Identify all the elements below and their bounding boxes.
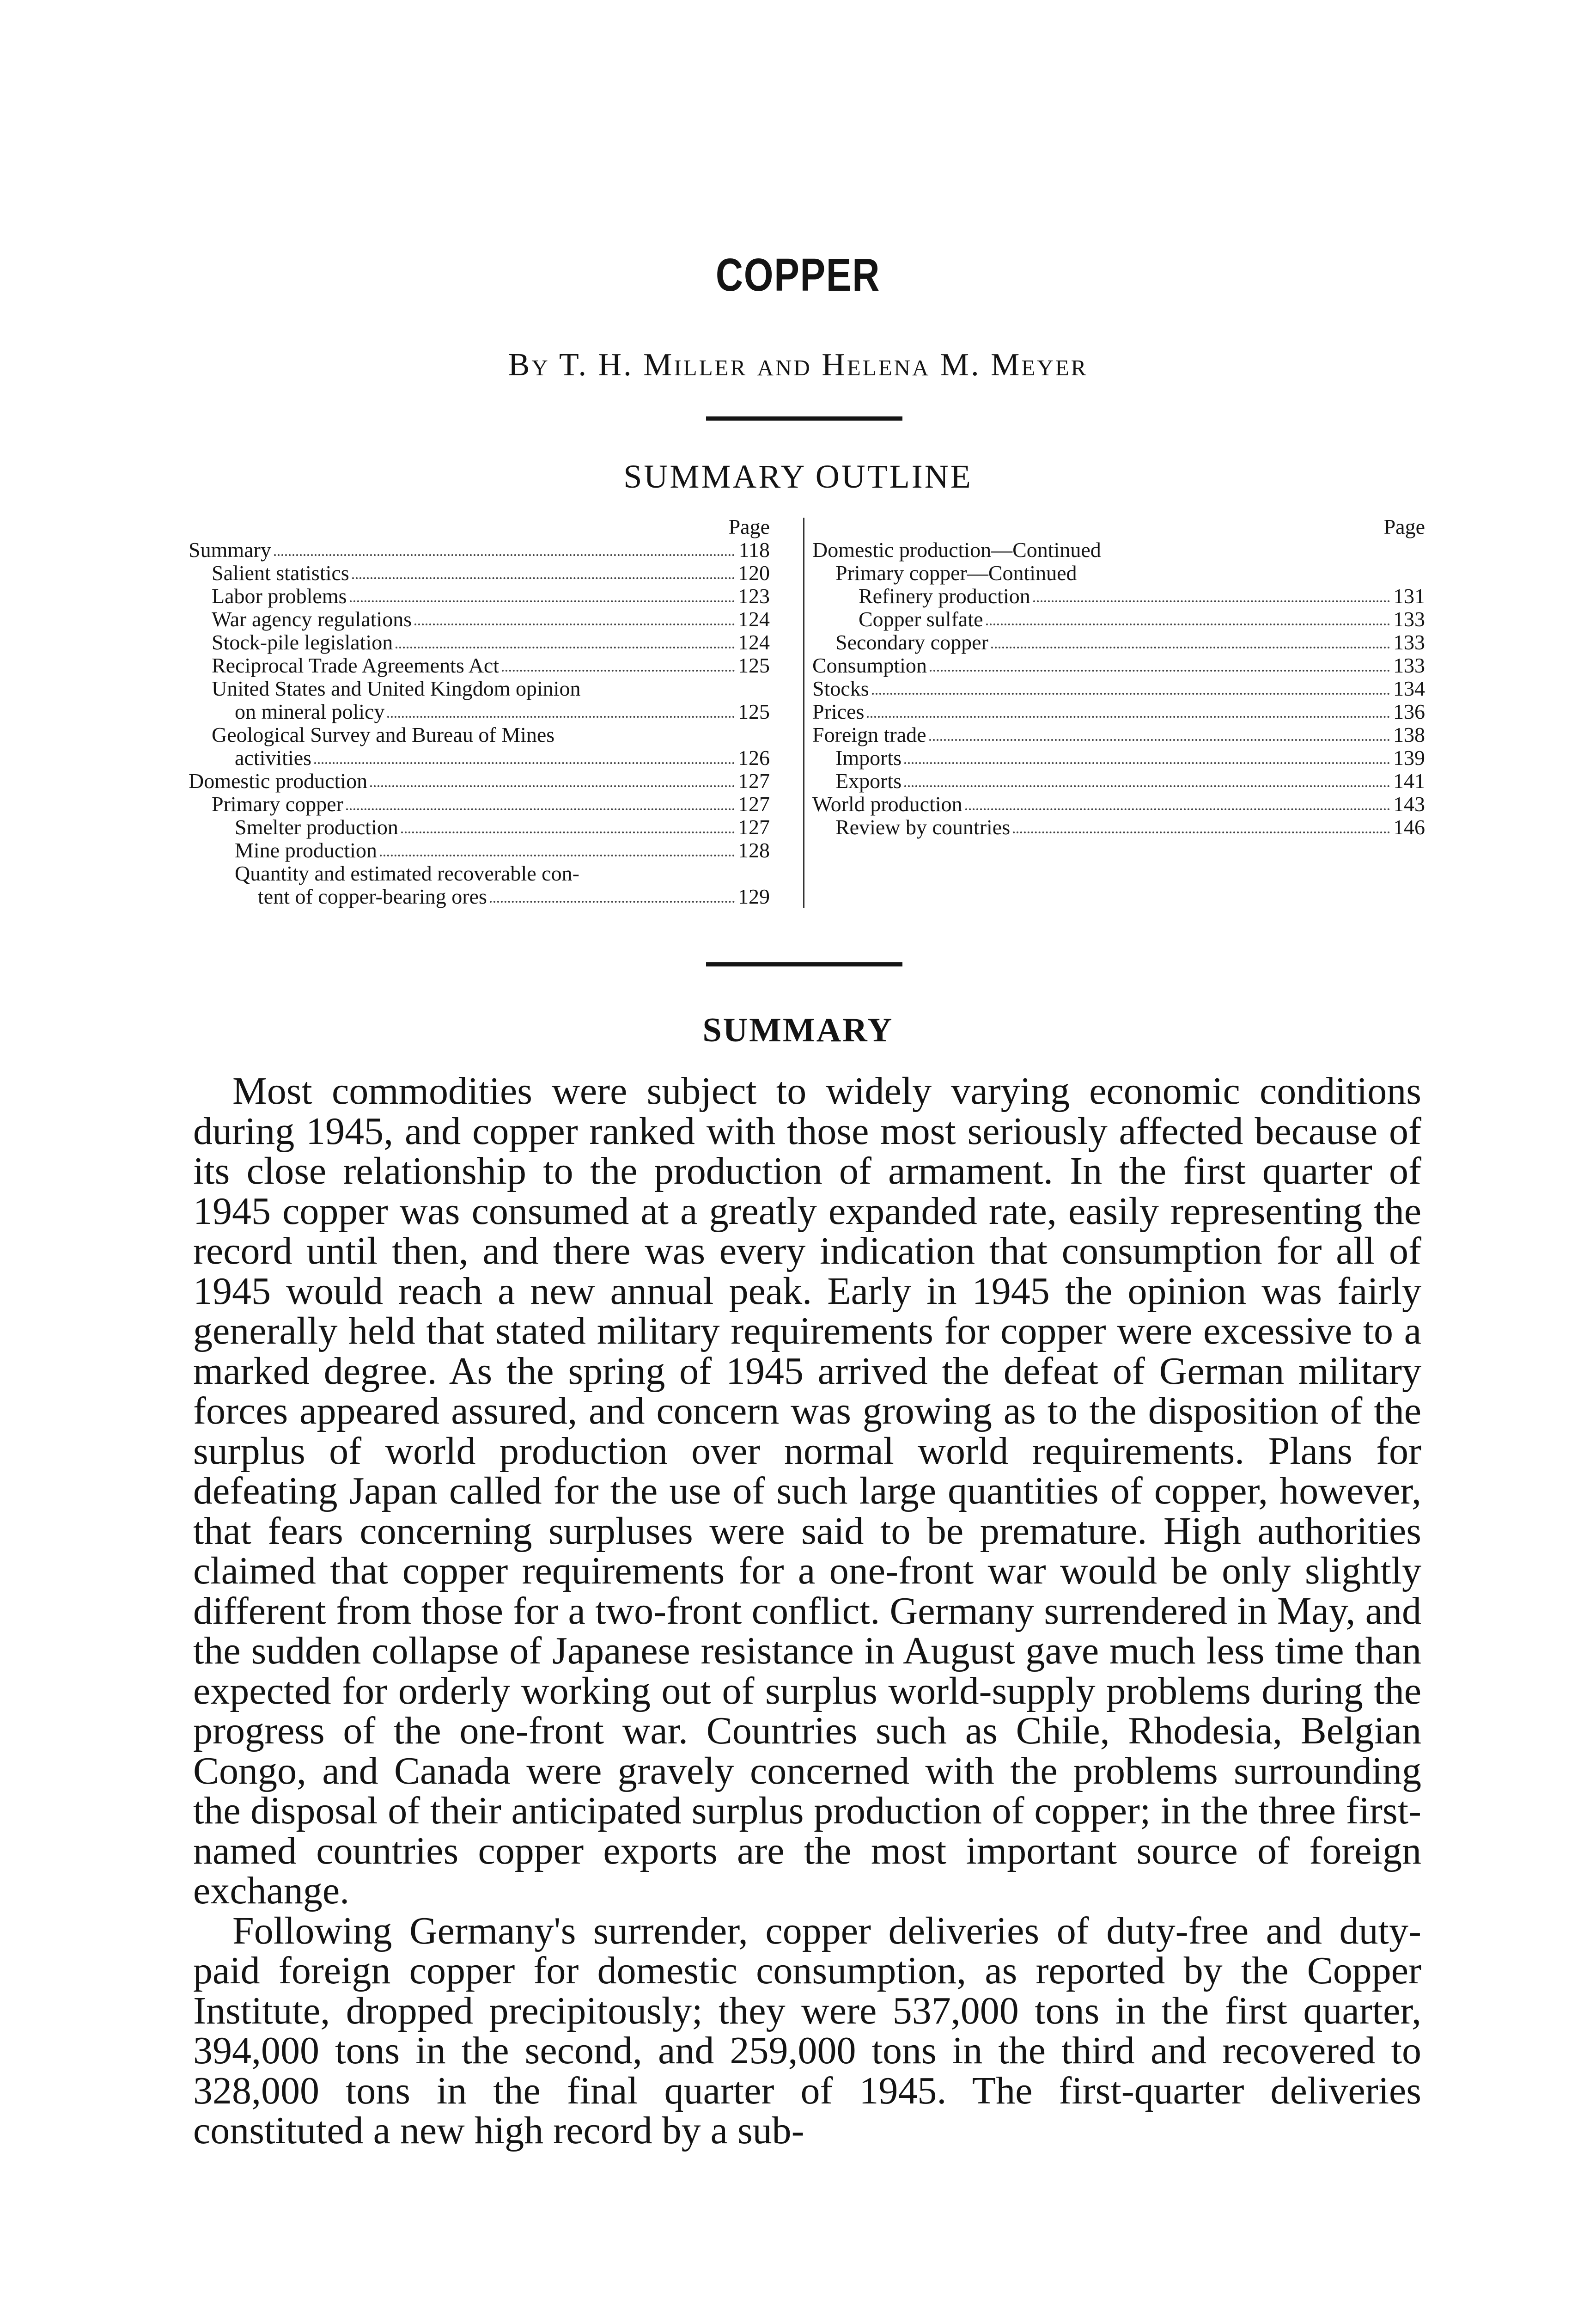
outline-entry [812, 700, 1425, 723]
outline-entry-label: United States and United Kingdom opinion [212, 677, 581, 700]
outline-entry [189, 585, 770, 608]
divider-rule [706, 416, 902, 421]
chapter-title: COPPER [715, 249, 881, 301]
outline-entry-label: Labor problems [212, 584, 347, 608]
outline-entry-label: Domestic production—Continued [812, 538, 1101, 562]
outline-entry [812, 654, 1425, 677]
outline-entry-label: Reciprocal Trade Agreements Act [212, 654, 500, 677]
outline-entry-page: 133 [1393, 607, 1425, 631]
outline-entry [189, 793, 770, 816]
outline-entry-label: Exports [835, 769, 902, 793]
outline-entry [812, 746, 1425, 770]
outline-entry-page: 143 [1393, 792, 1425, 816]
outline-entry-label: tent of copper-bearing ores [258, 885, 487, 908]
outline-entry-page: 133 [1393, 630, 1425, 654]
outline-entry [812, 677, 1425, 700]
outline-entry-label: Stocks [812, 677, 869, 700]
outline-entry-page: 124 [738, 630, 770, 654]
outline-entry-page: 133 [1393, 654, 1425, 677]
outline-entry [812, 816, 1425, 839]
outline-entry-label: Review by countries [835, 815, 1011, 839]
summary-body [193, 1071, 1421, 2151]
outline-entry-label: Consumption [812, 654, 927, 677]
outline-entry [812, 608, 1425, 631]
outline-entry-page: 118 [738, 538, 770, 562]
outline-entry-page: 124 [738, 607, 770, 631]
outline-entry [189, 723, 770, 746]
outline-entry [189, 677, 770, 700]
outline-entry-label: Refinery production [859, 584, 1030, 608]
outline-entry-page: 127 [738, 769, 770, 793]
outline-entry-label: Mine production [235, 838, 377, 862]
outline-entry [812, 770, 1425, 793]
authors-byline: By T. H. Miller and Helena M. Meyer [508, 347, 1088, 383]
outline-entry-label: activities [235, 746, 312, 770]
outline-entry-label: Quantity and estimated recoverable con- [235, 862, 579, 885]
outline-entry [189, 839, 770, 862]
outline-entry [189, 654, 770, 677]
outline-entry [189, 538, 770, 562]
outline-entry-page: 126 [738, 746, 770, 770]
outline-entry-label: Smelter production [235, 815, 398, 839]
outline-entry-page: 141 [1393, 769, 1425, 793]
outline-entry-label: Salient statistics [212, 561, 349, 585]
outline-entry-label: Primary copper [212, 792, 343, 816]
divider-rule [706, 962, 902, 966]
outline-entry [812, 723, 1425, 746]
outline-entry-label: Prices [812, 700, 865, 723]
outline-entry-page: 127 [738, 815, 770, 839]
outline-entry-page: 123 [738, 584, 770, 608]
outline-entry-page: 128 [738, 838, 770, 862]
outline-entry-label: Summary [189, 538, 271, 562]
outline-entry-label: Domestic production [189, 769, 368, 793]
outline-entry-page: 125 [738, 700, 770, 723]
outline-entry [189, 816, 770, 839]
summary-paragraph: Most commodities were subject to widely varying economic conditions during 1945, and copper ranked with those most seriously affected because of its close relationship to the production of armament. In the first quarter of 1945 copper was consumed at a greatly expanded rate, easily representing the record until then, and there was every indication that consumption for all of 1945 would reach a new annual peak. Early in 1945 the opinion was fairly generally held that stated military requirements for copper were excessive to a marked degree. As the spring of 1945 arrived the defeat of German military forces appeared assured, and concern was growing as to the disposition of the surplus of world production over normal world requirements. Plans for defeating Japan called for the use of such large quantities of copper, however, that fears concerning surpluses were said to be premature. High authorities claimed that copper requirements for a one-front war would be only slightly different from those for a two-front conflict. Germany surrendered in May, and the sudden collapse of Japanese resistance in August gave much less time than expected for orderly working out of surplus world-supply problems during the progress of the one-front war. Countries such as Chile, Rhodesia, Belgian Congo, and Canada were gravely concerned with the problems surrounding the disposal of their anticipated surplus production of copper; in the three first-named countries copper exports are the most important source of foreign exchange. [193, 1070, 1421, 1912]
outline-entry [189, 608, 770, 631]
outline-entry [189, 770, 770, 793]
outline-entry [812, 538, 1425, 562]
outline-entry [189, 862, 770, 885]
outline-entry [189, 631, 770, 654]
outline-entry-page: 125 [738, 654, 770, 677]
outline-entry-page: 139 [1393, 746, 1425, 770]
outline-entry-page: 131 [1393, 584, 1425, 608]
outline-entry-page: 120 [738, 561, 770, 585]
page-column-header: Page [728, 515, 770, 538]
summary-paragraph: Following Germany's surrender, copper deliveries of duty-free and duty-paid foreign copper for domestic consumption, as reported by the Copper Institute, dropped precipitously; they were 537,000 tons in the first quarter, 394,000 tons in the second, and 259,000 tons in the third and recovered to 328,000 tons in the final quarter of 1945. The first-quarter deliveries constituted a new high record by a sub- [193, 1909, 1421, 2152]
outline-entry [812, 585, 1425, 608]
outline-left-column [189, 515, 770, 908]
outline-entry-label: on mineral policy [235, 700, 385, 723]
outline-entry-continuation [189, 700, 770, 723]
outline-entry-page: 138 [1393, 723, 1425, 746]
outline-entry-page: 146 [1393, 815, 1425, 839]
outline-entry-label: Stock-pile legislation [212, 630, 393, 654]
outline-entry-label: Imports [835, 746, 902, 770]
outline-entry-label: War agency regulations [212, 607, 412, 631]
outline-entry-label: World production [812, 792, 962, 816]
outline-entry [812, 631, 1425, 654]
outline-entry-page: 129 [738, 885, 770, 908]
outline-entry-label: Geological Survey and Bureau of Mines [212, 723, 555, 746]
outline-right-column [812, 515, 1425, 839]
outline-entry-page: 134 [1393, 677, 1425, 700]
outline-entry-label: Foreign trade [812, 723, 926, 746]
summary-heading: SUMMARY [702, 1011, 894, 1049]
outline-entry-label: Primary copper—Continued [835, 561, 1077, 585]
outline-entry-page: 127 [738, 792, 770, 816]
outline-heading: SUMMARY OUTLINE [623, 458, 973, 495]
outline-entry-label: Copper sulfate [859, 607, 983, 631]
outline-column-divider [803, 518, 804, 908]
outline-entry [189, 562, 770, 585]
outline-entry-continuation [189, 885, 770, 908]
page-column-header: Page [1383, 515, 1425, 538]
outline-entry-page: 136 [1393, 700, 1425, 723]
outline-entry [812, 793, 1425, 816]
outline-entry [812, 562, 1425, 585]
outline-entry-label: Secondary copper [835, 630, 988, 654]
outline-entry-continuation [189, 746, 770, 770]
